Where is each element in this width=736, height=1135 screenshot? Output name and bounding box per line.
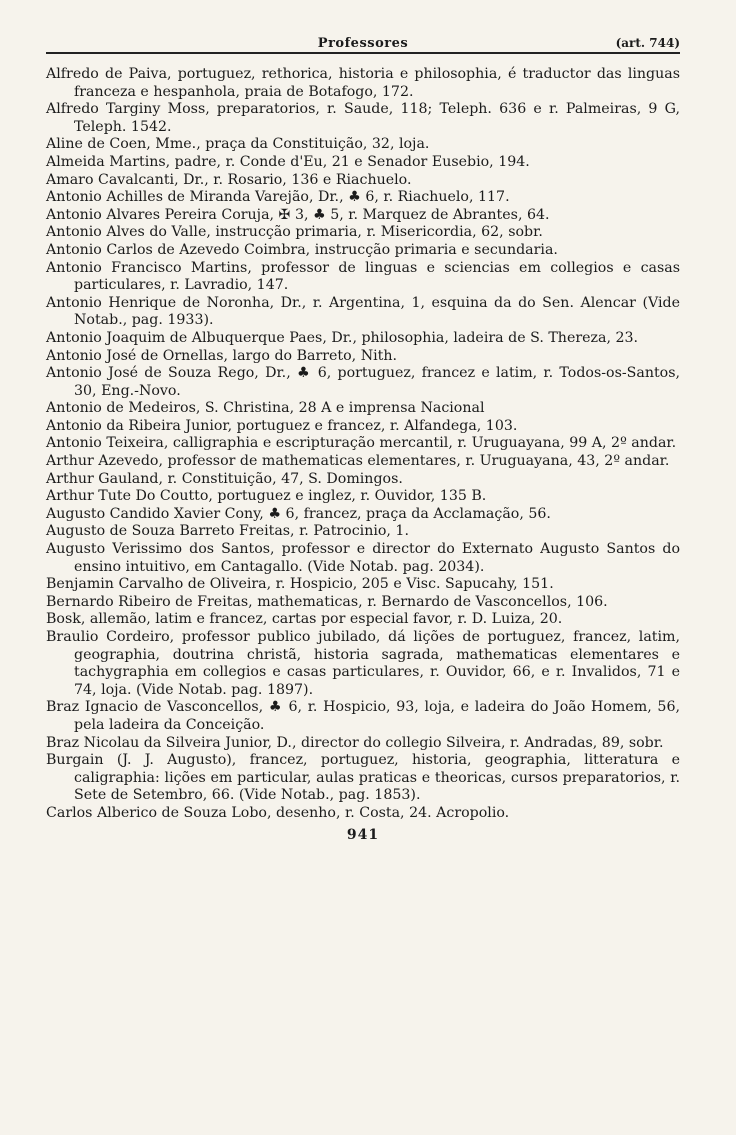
list-item: Augusto Verissimo dos Santos, professor e director do Externato Augusto Santos do ensino intuitivo, em Cantagallo. (Vide Notab. pag. 2034). — [46, 541, 680, 575]
list-item: Amaro Cavalcanti, Dr., r. Rosario, 136 e Riachuelo. — [46, 171, 412, 188]
list-item: Arthur Gauland, r. Constituição, 47, S. Domingos. — [46, 470, 403, 487]
list-item: Antonio Alves do Valle, instrucção primaria, r. Misericordia, 62, sobr. — [46, 224, 543, 241]
list-item: Antonio Henrique de Noronha, Dr., r. Argentina, 1, esquina da do Sen. Alencar (Vide Notab., pag. 1933). — [46, 294, 680, 329]
list-item: Braulio Cordeiro, professor publico jubilado, dá lições de portuguez, francez, latim, geographia, doutrina christã, historia sagrada, mathematicas elementares e tachygraphia em collegios e casas particulares, r. Ouvidor, 66, e r. Invalidos, 71 e 74, loja. (Vide Notab. pag. 1897). — [46, 629, 680, 698]
list-item: Antonio Francisco Martins, professor de linguas e sciencias em collegios e casas particulares, r. Lavradio, 147. — [46, 259, 680, 294]
list-item: Augusto de Souza Barreto Freitas, r. Patrocinio, 1. — [46, 523, 409, 540]
list-item: Braz Nicolau da Silveira Junior, D., director do collegio Silveira, r. Andradas, 89, sobr. — [46, 734, 664, 751]
list-item: Antonio Joaquim de Albuquerque Paes, Dr., philosophia, ladeira de S. Thereza, 23. — [46, 329, 639, 346]
list-item: Antonio de Medeiros, S. Christina, 28 A e imprensa Nacional — [46, 400, 485, 417]
list-item: Antonio da Ribeira Junior, portuguez e francez, r. Alfandega, 103. — [46, 417, 518, 434]
list-item: Antonio Carlos de Azevedo Coimbra, instrucção primaria e secundaria. — [46, 241, 558, 258]
list-item: Arthur Tute Do Coutto, portuguez e inglez, r. Ouvidor, 135 B. — [46, 488, 487, 505]
article-reference: (art. 744) — [615, 36, 680, 50]
header-rule — [46, 52, 680, 54]
list-item: Aline de Coen, Mme., praça da Constituição, 32, loja. — [46, 136, 430, 153]
list-item: Braz Ignacio de Vasconcellos, ♣ 6, r. Hospicio, 93, loja, e ladeira do João Homem, 56, pela ladeira da Conceição. — [46, 699, 680, 733]
list-item: Bosk, allemão, latim e francez, cartas por especial favor, r. D. Luiza, 20. — [46, 611, 563, 628]
list-item: Bernardo Ribeiro de Freitas, mathematicas, r. Bernardo de Vasconcellos, 106. — [46, 593, 608, 610]
page-header — [46, 18, 680, 50]
list-item: Alfredo de Paiva, portuguez, rethorica, historia e philosophia, é traductor das linguas franceza e hespanhola, praia de Botafogo, 172. — [46, 66, 680, 100]
list-item: Antonio José de Ornellas, largo do Barreto, Nith. — [46, 347, 397, 364]
list-item: Benjamin Carvalho de Oliveira, r. Hospicio, 205 e Visc. Sapucahy, 151. — [46, 576, 554, 593]
list-item: Almeida Martins, padre, r. Conde d'Eu, 21 e Senador Eusebio, 194. — [46, 153, 530, 170]
list-item: Antonio Alvares Pereira Coruja, ✠ 3, ♣ 5, r. Marquez de Abrantes, 64. — [46, 206, 550, 223]
list-item: Antonio Teixeira, calligraphia e escripturação mercantil, r. Uruguayana, 99 A, 2º andar. — [46, 435, 677, 452]
list-item: Alfredo Targiny Moss, preparatorios, r. Saude, 118; Teleph. 636 e r. Palmeiras, 9 G, Teleph. 1542. — [46, 101, 680, 135]
list-item: Carlos Alberico de Souza Lobo, desenho, r. Costa, 24. Acropolio. — [46, 804, 510, 821]
page-number: 941 — [346, 826, 380, 843]
list-item: Antonio Achilles de Miranda Varejão, Dr., ♣ 6, r. Riachuelo, 117. — [46, 189, 510, 206]
list-item: Burgain (J. J. Augusto), francez, portuguez, historia, geographia, litteratura e caligraphia: lições em particular, aulas praticas e theoricas, cursos preparatorios, r. Sete de Setembro, 66. (Vide Notab., pag. 1853). — [46, 752, 680, 804]
list-item: Arthur Azevedo, professor de mathematicas elementares, r. Uruguayana, 43, 2º andar. — [46, 453, 670, 470]
section-title: Professores — [317, 36, 409, 51]
entry-list — [46, 66, 680, 823]
list-item: Augusto Candido Xavier Cony, ♣ 6, francez, praça da Acclamação, 56. — [46, 505, 551, 522]
list-item: Antonio José de Souza Rego, Dr., ♣ 6, portuguez, francez e latim, r. Todos-os-Santos, 30, Eng.-Novo. — [46, 365, 680, 399]
